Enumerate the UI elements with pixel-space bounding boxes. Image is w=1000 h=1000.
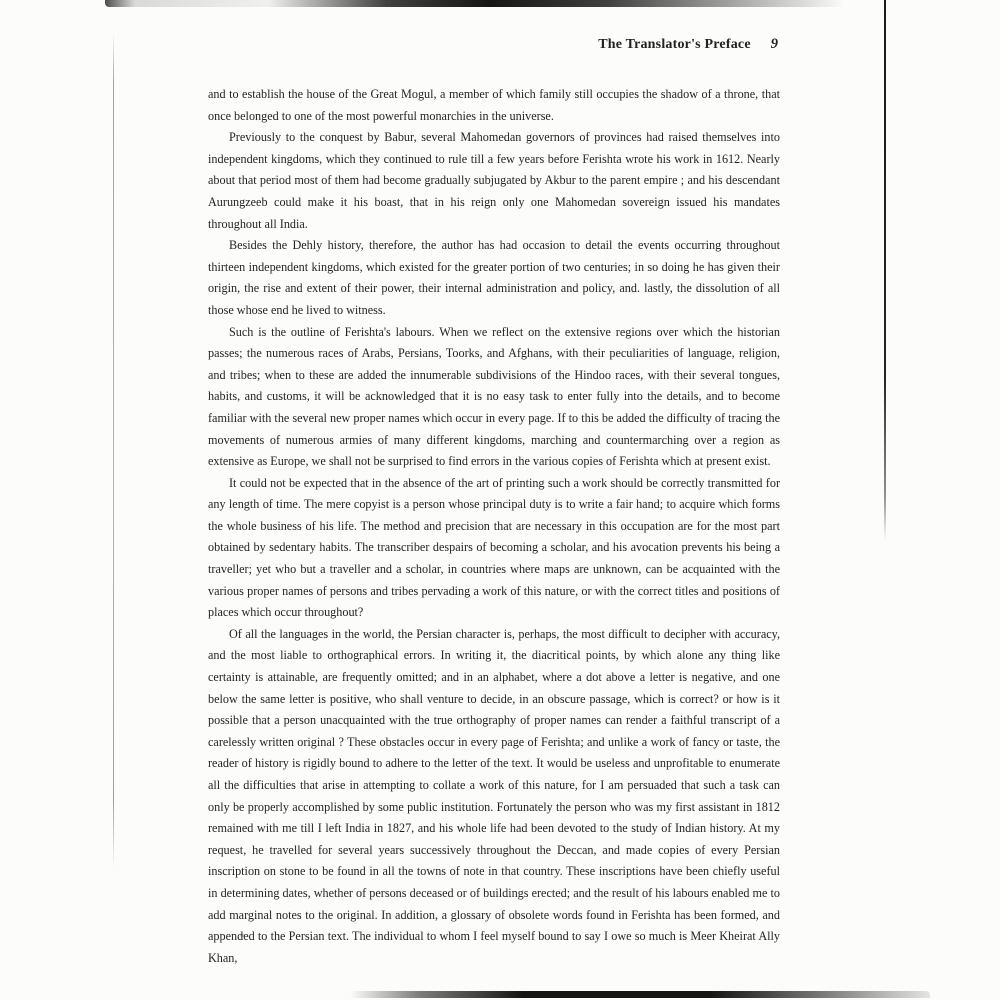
scan-artifact-top-streak [105, 0, 845, 7]
scan-artifact-right-page-edge [884, 0, 886, 540]
paragraph: Of all the languages in the world, the Persian character is, perhaps, the most difficult to decipher with accuracy, and the most liable to orthographical errors. In writing it, the diacritical points, by which alone any thing like certainty is attainable, are frequently omitted; and in an alphabet, where a dot above a letter is negative, and one below the same letter is positive, who shall venture to decide, in an obscure passage, which is correct? or how is it possible that a person unacquainted with the true orthography of proper names can render a faithful transcript of a carelessly written original ? These obstacles occur in every page of Ferishta; and unlike a work of fancy or taste, the reader of history is rigidly bound to adhere to the letter of the text. It would be useless and unprofitable to enumerate all the difficulties that arise in attempting to collate a work of this nature, for I am persuaded that such a task can only be properly accomplished by some public institution. Fortunately the person who was my first assistant in 1812 remained with me till I left India in 1827, and his whole life had been devoted to the study of Indian history. At my request, he travelled for several years successively throughout the Deccan, and made copies of every Persian inscription on stone to be found in all the towns of note in that country. These inscriptions have been chiefly useful in determining dates, whether of persons deceased or of buildings erected; and the result of his labours enabled me to add marginal notes to the original. In addition, a glossary of obsolete words found in Ferishta has been formed, and appended to the Persian text. The individual to whom I feel myself bound to say I owe so much is Meer Kheirat Ally Khan, [208, 626, 780, 965]
scan-artifact-bottom-streak [350, 991, 930, 998]
scan-artifact-left-page-edge [113, 33, 114, 868]
page-body [208, 84, 780, 969]
paragraph: It could not be expected that in the absence of the art of printing such a work should be correctly transmitted for any length of time. The mere copyist is a person whose principal duty is to write a fair hand; to acquire which forms the whole business of his life. The method and precision that are necessary in this occupation are for the most part obtained by sedentary habits. The transcriber despairs of becoming a scholar, and his avocation prevents his being a traveller; yet who but a traveller and a scholar, in countries where maps are unknown, can be acquainted with the various proper names of persons and tribes pervading a work of this nature, or with the correct titles and positions of places which occur throughout? [208, 475, 780, 620]
paragraph: Such is the outline of Ferishta's labours. When we reflect on the extensive regions over which the historian passes; the numerous races of Arabs, Persians, Toorks, and Afghans, with their peculiarities of language, religion, and tribes; when to these are added the innumerable subdivisions of the Hindoo races, with their several tongues, habits, and customs, it will be acknowledged that it is no easy task to enter fully into the details, and to become familiar with the several new proper names which occur in every page. If to this be added the difficulty of tracing the movements of numerous armies of many different kingdoms, marching and countermarching over a region as extensive as Europe, we shall not be surprised to find errors in the various copies of Ferishta which at present exist. [208, 324, 780, 469]
paragraph: Besides the Dehly history, therefore, the author has had occasion to detail the events occurring throughout thirteen independent kingdoms, which existed for the greater portion of two centuries; in so doing he has given their origin, the rise and extent of their power, their internal administration and policy, and. lastly, the dissolution of all those whose end he lived to witness. [208, 238, 780, 317]
section-title: The Translator's Preface [598, 37, 751, 52]
paragraph: and to establish the house of the Great Mogul, a member of which family still occupies the shadow of a throne, that once belonged to one of the most powerful monarchies in the universe. [208, 87, 780, 123]
paragraph: Previously to the conquest by Babur, several Mahomedan governors of provinces had raised themselves into independent kingdoms, which they continued to rule till a few years before Ferishta wrote his work in 1612. Nearly about that period most of them had become gradually subjugated by Akbur to the parent empire ; and his descendant Aurungzeeb could make it his boast, that in his reign only one Mahomedan sovereign issued his mandates throughout all India. [208, 130, 780, 231]
running-head [208, 36, 780, 53]
page-number: 9 [770, 36, 778, 52]
